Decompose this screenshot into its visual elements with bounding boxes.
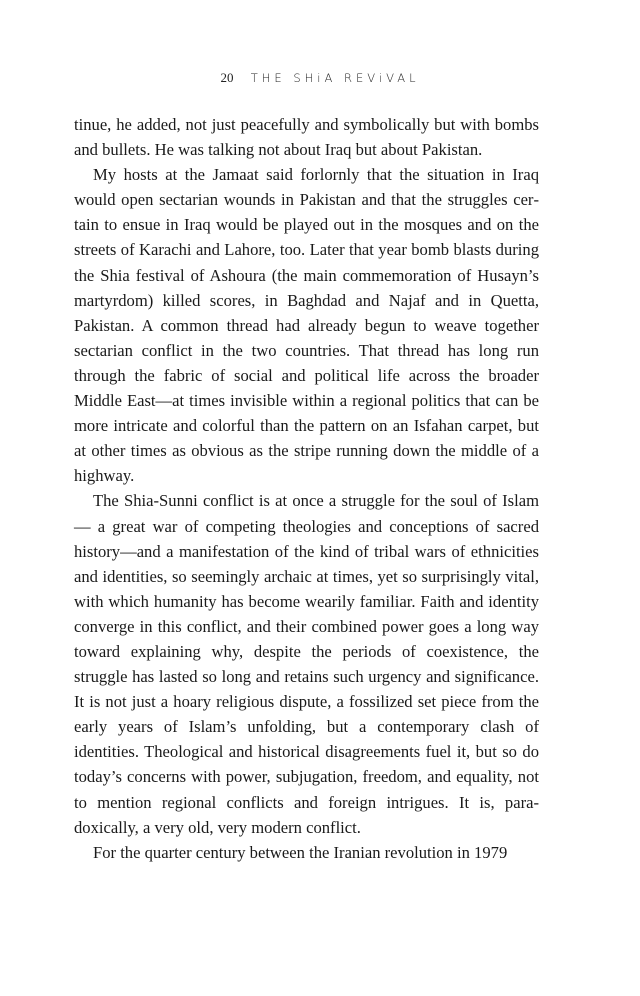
running-head-title: THE SHiA REViVAL	[250, 71, 420, 85]
running-head	[0, 70, 640, 86]
body-text	[74, 112, 539, 865]
paragraph-4: For the quarter century between the Iranian revolution in 1979	[93, 842, 508, 862]
paragraph-2: My hosts at the Jamaat said forlornly that the situation in Iraq would open sectarian wounds in Pakistan and that the struggles certain to ensue in Iraq would be played out in the mosques and on the streets of Karachi and Lahore, too. Later that year bomb blasts during the Shia festival of Ashoura (the main commemoration of Husayn’s martyrdom) killed scores, in Baghdad and Najaf and in Quetta, Pakistan. A common thread had already begun to weave together sectarian conflict in the two countries. That thread has long run through the fabric of social and political life across the broader Middle East—at times invisible within a regional politics that can be more intricate and colorful than the pattern on an Isfahan carpet, but at other times as obvious as the stripe running down the middle of a highway.	[74, 165, 539, 486]
paragraph-3: The Shia-Sunni conflict is at once a struggle for the soul of Islam— a great war of competing theologies and conceptions of sacred history—and a manifestation of the kind of tribal wars of ethnicities and identities, so seemingly archaic at times, yet so surprisingly vital, with which humanity has become wearily familiar. Faith and identity converge in this conflict, and their combined power goes a long way toward explaining why, despite the periods of coexistence, the struggle has lasted so long and retains such urgency and significance. It is not just a hoary religious dispute, a fossilized set piece from the early years of Islam’s unfolding, but a contemporary clash of identities. Theological and historical disagreements fuel it, but so do today’s concerns with power, subjugation, freedom, and equality, not to mention regional conflicts and foreign intrigues. It is, paradoxically, a very old, very modern conflict.	[74, 491, 539, 837]
paragraph-1: tinue, he added, not just peacefully and symbolically but with bombs and bullets. He was talking not about Iraq but about Pakistan.	[74, 115, 539, 160]
page-number: 20	[220, 70, 234, 85]
